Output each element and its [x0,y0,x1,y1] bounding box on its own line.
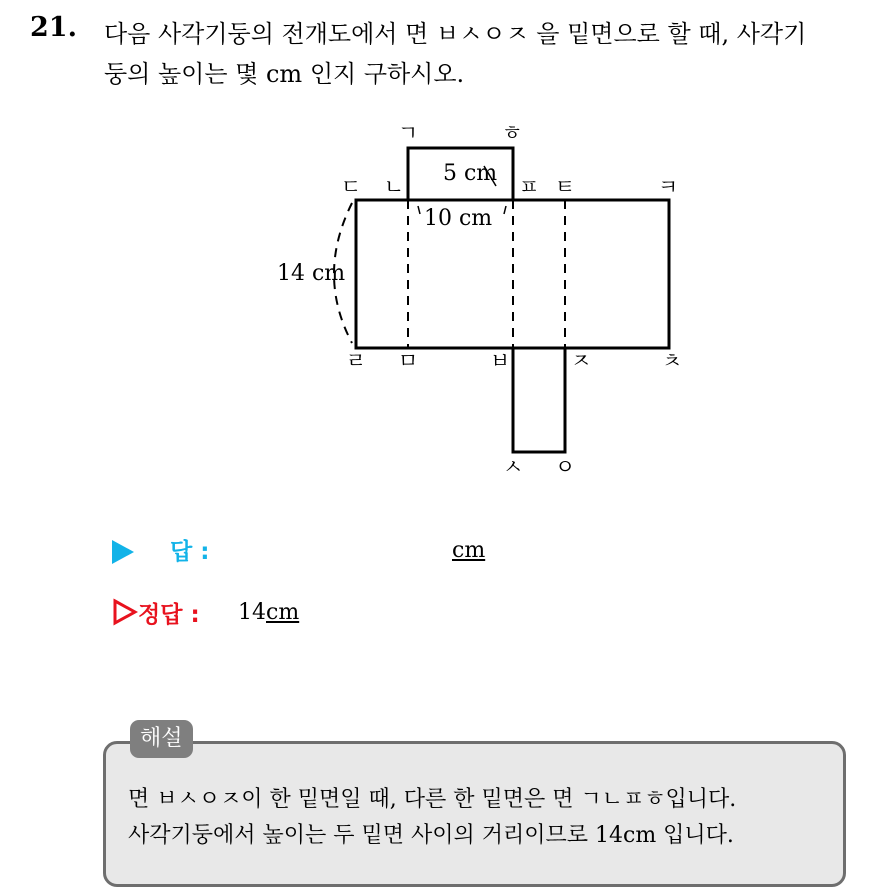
vertex-label-g: ㄱ [397,121,419,145]
explanation-line-2: 사각기둥에서 높이는 두 밑면 사이의 거리이므로 14cm 입니다. [128,823,734,848]
vertex-label-b: ㅂ [489,349,511,373]
explanation-line-1: 면 ㅂㅅㅇㅈ이 한 밑면일 때, 다른 한 밑면은 면 ㄱㄴㅍㅎ입니다. [128,787,737,812]
answer-unit: cm [452,538,486,563]
vertex-label-n: ㄴ [383,175,405,199]
vertex-label-d: ㄷ [340,175,362,199]
explanation-box [103,741,846,887]
question-number: 21. [30,12,77,43]
vertex-label-k: ㅋ [657,175,679,199]
explanation-tag: 해설 [130,720,193,758]
correct-arrow-icon [112,598,138,626]
net-face-bottom [513,348,565,452]
vertex-label-h: ㅎ [501,121,523,145]
vertex-label-o: ㅇ [554,455,576,479]
vertex-label-s: ㅅ [502,455,524,479]
vertex-label-j: ㅈ [570,349,592,373]
correct-unit: cm [266,600,300,625]
answer-label: 답 : [170,539,210,565]
correct-answer [238,600,299,625]
vertex-label-t: ㅌ [554,175,576,199]
vertex-label-p: ㅍ [518,175,540,199]
vertex-label-m: ㅁ [397,349,419,373]
vertex-label-ch: ㅊ [661,349,683,373]
dim-label-side-height: 14 cm [277,261,346,286]
answer-arrow-icon [112,540,134,564]
dim-label-top-width: 5 cm [443,161,498,186]
question-text-line-1: 다음 사각기둥의 전개도에서 면 ㅂㅅㅇㅈ 을 밑면으로 할 때, 사각기 [104,20,807,48]
correct-value: 14 [238,600,266,625]
vertex-label-r: ㄹ [345,349,367,373]
dim-label-top-height: 10 cm [424,206,493,231]
question-text-line-2: 둥의 높이는 몇 cm 인지 구하시오. [104,60,465,88]
correct-label: 정답 : [138,602,200,628]
